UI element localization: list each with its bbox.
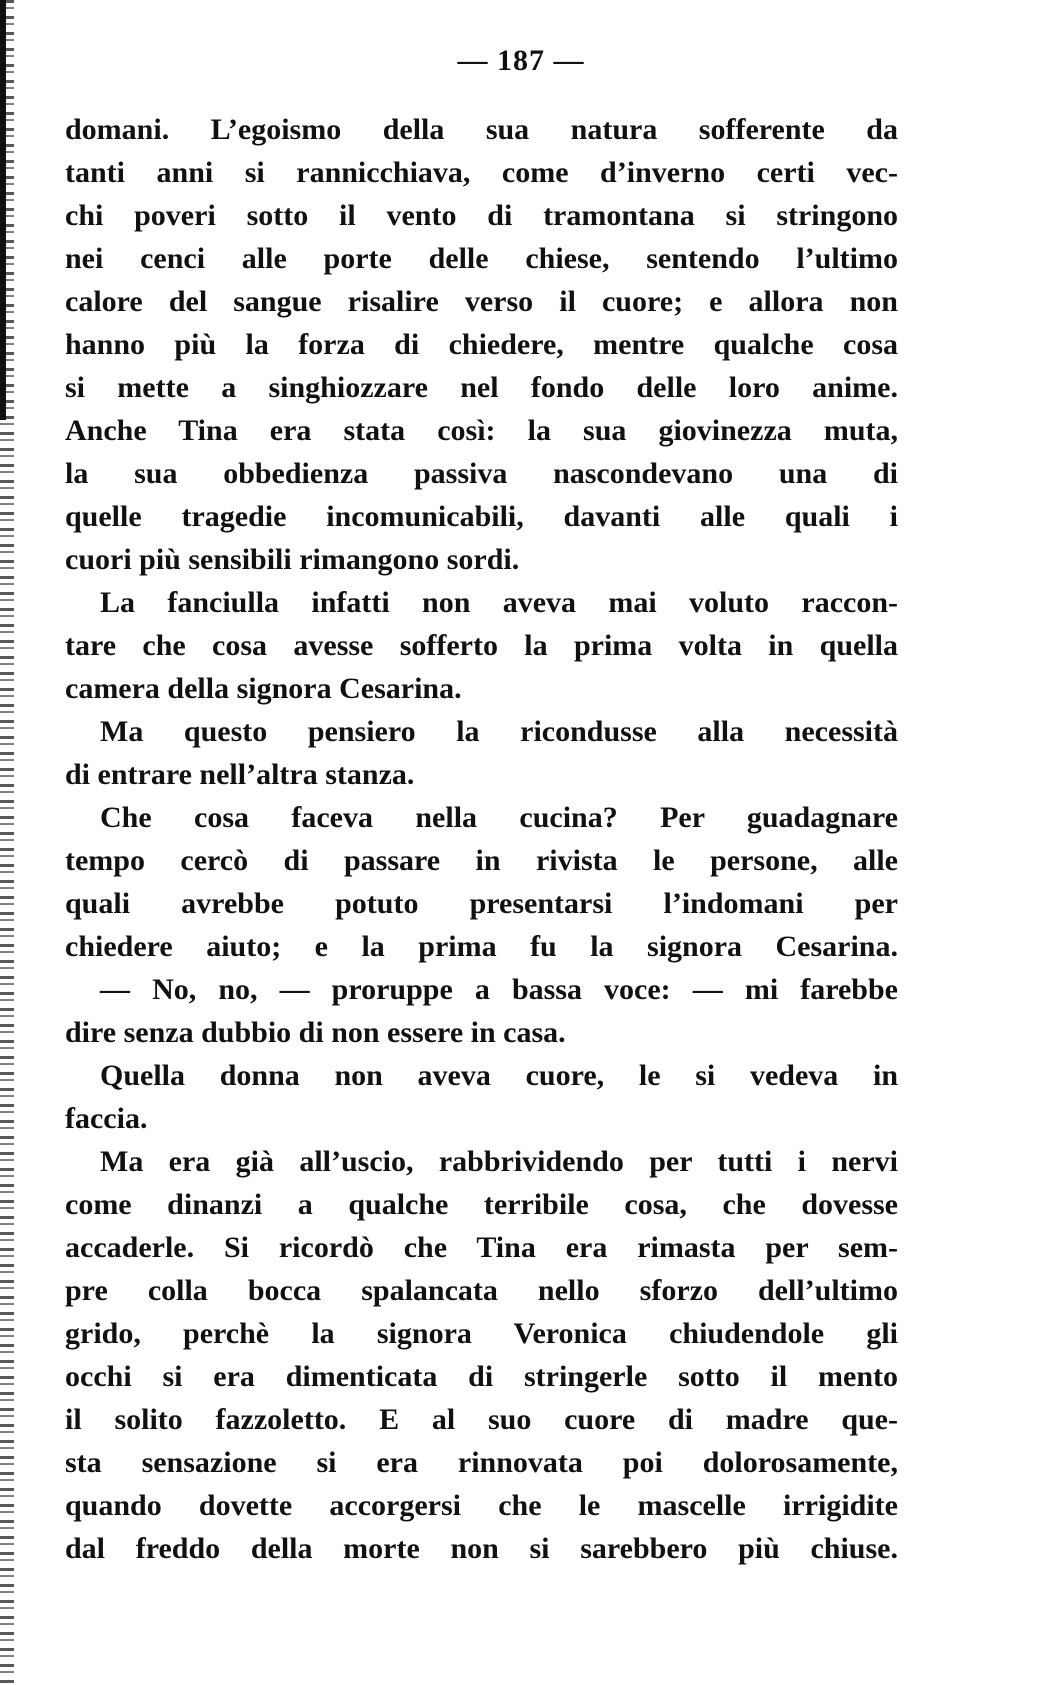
text-line: domani. L’egoismo della sua natura sofferente da xyxy=(65,113,898,146)
text-line: dire senza dubbio di non essere in casa. xyxy=(65,1016,566,1049)
text-line: dal freddo della morte non si sarebbero più chiuse. xyxy=(65,1532,898,1565)
text-line: di entrare nell’altra stanza. xyxy=(65,758,415,791)
text-line: sta sensazione si era rinnovata poi dolorosamente, xyxy=(65,1446,898,1479)
text-line: camera della signora Cesarina. xyxy=(65,672,462,705)
text-line: hanno più la forza di chiedere, mentre qualche cosa xyxy=(65,328,898,361)
text-line: La fanciulla infatti non aveva mai voluto raccon- xyxy=(100,586,898,619)
text-line: tanti anni si rannicchiava, come d’inverno certi vec- xyxy=(65,156,898,189)
text-line: cuori più sensibili rimangono sordi. xyxy=(65,543,520,576)
text-line: quando dovette accorgersi che le mascelle irrigidite xyxy=(65,1489,898,1522)
text-line: Anche Tina era stata così: la sua giovinezza muta, xyxy=(65,414,898,447)
text-line: tare che cosa avesse sofferto la prima volta in quella xyxy=(65,629,898,662)
text-line: Ma questo pensiero la ricondusse alla necessità xyxy=(100,715,898,748)
text-line: accaderle. Si ricordò che Tina era rimasta per sem- xyxy=(65,1231,898,1264)
text-line: calore del sangue risalire verso il cuore; e allora non xyxy=(65,285,898,318)
text-line: Quella donna non aveva cuore, le si vedeva in xyxy=(100,1059,898,1092)
text-line: tempo cercò di passare in rivista le persone, alle xyxy=(65,844,898,877)
text-line: — No, no, — proruppe a bassa voce: — mi farebbe xyxy=(100,973,898,1006)
text-line: grido, perchè la signora Veronica chiudendole gli xyxy=(65,1317,898,1350)
text-line: faccia. xyxy=(65,1102,148,1135)
text-line: chi poveri sotto il vento di tramontana si stringono xyxy=(65,199,898,232)
text-line: quali avrebbe potuto presentarsi l’indomani per xyxy=(65,887,898,920)
text-line: nei cenci alle porte delle chiese, sentendo l’ultimo xyxy=(65,242,898,275)
body-text xyxy=(65,108,898,1570)
text-line: chiedere aiuto; e la prima fu la signora Cesarina. xyxy=(65,930,898,963)
text-line: quelle tragedie incomunicabili, davanti alle quali i xyxy=(65,500,898,533)
text-line: il solito fazzoletto. E al suo cuore di madre que- xyxy=(65,1403,898,1436)
text-line: si mette a singhiozzare nel fondo delle loro anime. xyxy=(65,371,898,404)
text-line: come dinanzi a qualche terribile cosa, che dovesse xyxy=(65,1188,898,1221)
text-line: pre colla bocca spalancata nello sforzo dell’ultimo xyxy=(65,1274,898,1307)
text-line: Che cosa faceva nella cucina? Per guadagnare xyxy=(100,801,898,834)
text-line: occhi si era dimenticata di stringerle sotto il mento xyxy=(65,1360,898,1393)
text-line: la sua obbedienza passiva nascondevano una di xyxy=(65,457,898,490)
page-number: — 187 — xyxy=(457,44,585,77)
text-line: Ma era già all’uscio, rabbrividendo per tutti i nervi xyxy=(100,1145,898,1178)
